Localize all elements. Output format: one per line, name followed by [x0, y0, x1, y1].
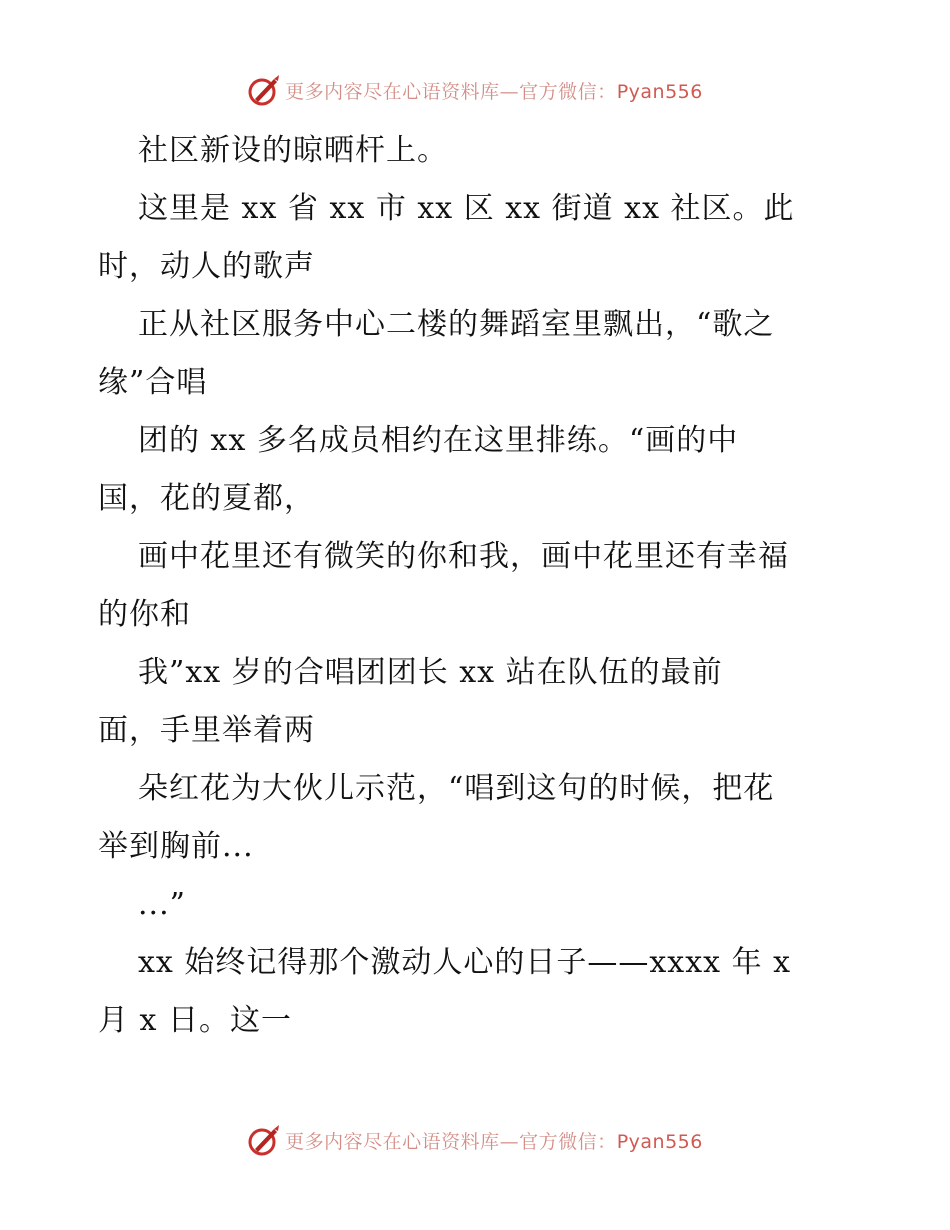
text-line: 时，动人的歌声 [98, 249, 315, 284]
text-line: 社区新设的晾晒杆上。 [138, 133, 448, 168]
watermark-text: 更多内容尽在心语资料库—官方微信：Pyan556 [285, 1130, 703, 1153]
footer-watermark [0, 1120, 950, 1160]
text-line: 举到胸前... [98, 829, 254, 864]
header-watermark [0, 70, 950, 110]
text-line: 朵红花为大伙儿示范，“唱到这句的时候，把花 [138, 771, 775, 806]
quill-pen-logo-icon [247, 1123, 281, 1157]
text-line: 月 x 日。这一 [98, 1003, 292, 1038]
document-body [98, 122, 858, 1050]
text-line: 面，手里举着两 [98, 713, 315, 748]
text-line: 画中花里还有微笑的你和我，画中花里还有幸福 [138, 539, 789, 574]
text-line: 正从社区服务中心二楼的舞蹈室里飘出，“歌之 [138, 307, 775, 342]
quill-pen-logo-icon [247, 73, 281, 107]
text-line: ...” [138, 887, 186, 922]
text-line: 缘”合唱 [98, 365, 208, 400]
text-line: 我”xx 岁的合唱团团长 xx 站在队伍的最前 [138, 655, 723, 690]
watermark-text: 更多内容尽在心语资料库—官方微信：Pyan556 [285, 80, 703, 103]
text-line: 这里是 xx 省 xx 市 xx 区 xx 街道 xx 社区。此 [138, 191, 795, 226]
text-line: 的你和 [98, 597, 191, 632]
text-line: xx 始终记得那个激动人心的日子——xxxx 年 x [138, 945, 792, 980]
text-line: 团的 xx 多名成员相约在这里排练。“画的中 [138, 423, 739, 458]
text-line: 国，花的夏都， [98, 481, 315, 516]
